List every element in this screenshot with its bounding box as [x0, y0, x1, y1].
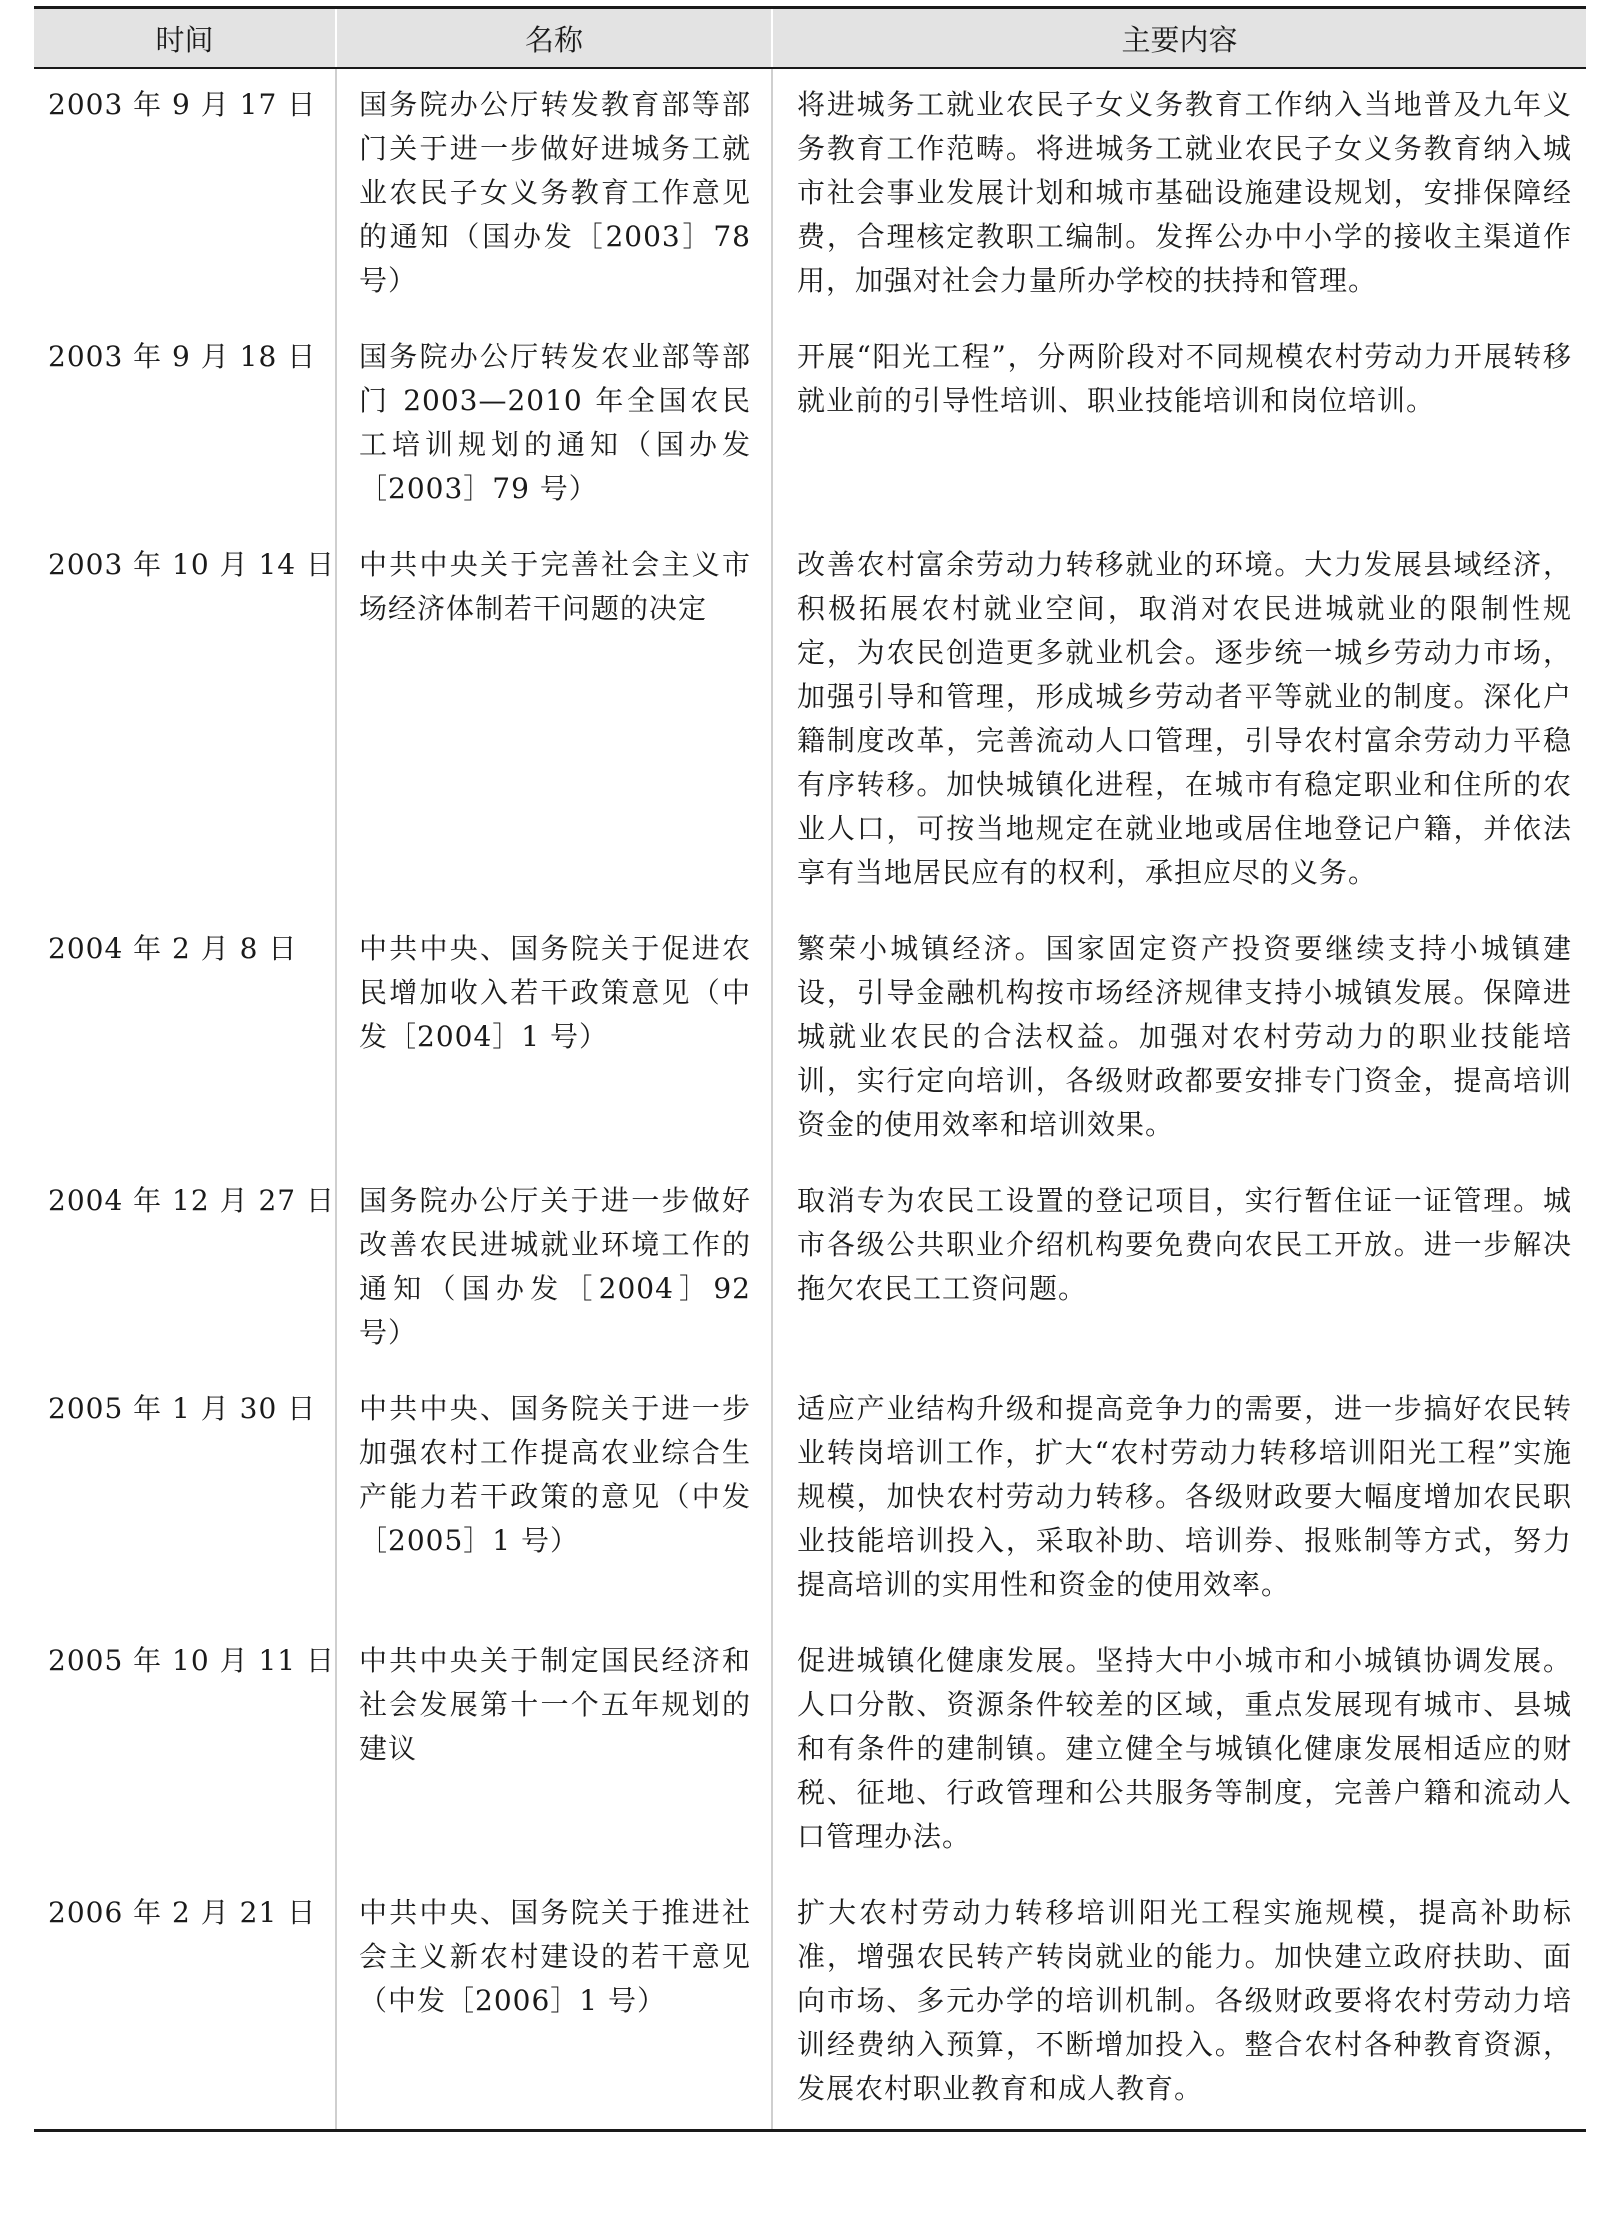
- header-date: 时间: [34, 8, 336, 69]
- table-row: [34, 913, 1586, 1165]
- row-name: 中共中央关于制定国民经济和社会发展第十一个五年规划的建议: [336, 1625, 772, 1877]
- row-date: 2005 年 10 月 11 日: [48, 1644, 336, 1677]
- row-name: 国务院办公厅关于进一步做好改善农民进城就业环境工作的通知（国办发［2004］92 号）: [336, 1165, 772, 1373]
- row-content: 取消专为农民工设置的登记项目，实行暂住证一证管理。城市各级公共职业介绍机构要免费向农民工开放。进一步解决拖欠农民工工资问题。: [772, 1165, 1586, 1373]
- row-date: 2003 年 9 月 17 日: [48, 88, 317, 121]
- row-name: 国务院办公厅转发教育部等部门关于进一步做好进城务工就业农民子女义务教育工作意见的通知（国办发［2003］78 号）: [336, 68, 772, 321]
- row-content: 改善农村富余劳动力转移就业的环境。大力发展县域经济，积极拓展农村就业空间，取消对农民进城就业的限制性规定，为农民创造更多就业机会。逐步统一城乡劳动力市场，加强引导和管理，形成城乡劳动者平等就业的制度。深化户籍制度改革，完善流动人口管理，引导农村富余劳动力平稳有序转移。加快城镇化进程，在城市有稳定职业和住所的农业人口，可按当地规定在就业地或居住地登记户籍，并依法享有当地居民应有的权利，承担应尽的义务。: [772, 529, 1586, 913]
- table-row: [34, 1373, 1586, 1625]
- policy-document: [34, 6, 1586, 2132]
- table-row: [34, 321, 1586, 529]
- table-row: [34, 68, 1586, 321]
- row-content: 将进城务工就业农民子女义务教育工作纳入当地普及九年义务教育工作范畴。将进城务工就业农民子女义务教育纳入城市社会事业发展计划和城市基础设施建设规划，安排保障经费，合理核定教职工编制。发挥公办中小学的接收主渠道作用，加强对社会力量所办学校的扶持和管理。: [772, 68, 1586, 321]
- row-content: 繁荣小城镇经济。国家固定资产投资要继续支持小城镇建设，引导金融机构按市场经济规律支持小城镇发展。保障进城就业农民的合法权益。加强对农村劳动力的职业技能培训，实行定向培训，各级财政都要安排专门资金，提高培训资金的使用效率和培训效果。: [772, 913, 1586, 1165]
- row-name: 中共中央、国务院关于促进农民增加收入若干政策意见（中发［2004］1 号）: [336, 913, 772, 1165]
- row-date: 2003 年 9 月 18 日: [48, 340, 317, 373]
- table-row: [34, 1165, 1586, 1373]
- row-content: 促进城镇化健康发展。坚持大中小城市和小城镇协调发展。人口分散、资源条件较差的区域，重点发展现有城市、县城和有条件的建制镇。建立健全与城镇化健康发展相适应的财税、征地、行政管理和公共服务等制度，完善户籍和流动人口管理办法。: [772, 1625, 1586, 1877]
- table-row: [34, 529, 1586, 913]
- policy-table: [34, 6, 1586, 2132]
- row-name: 中共中央、国务院关于推进社会主义新农村建设的若干意见（中发［2006］1 号）: [336, 1877, 772, 2131]
- header-content: 主要内容: [772, 8, 1586, 69]
- row-date: 2004 年 12 月 27 日: [48, 1184, 336, 1217]
- row-name: 中共中央、国务院关于进一步加强农村工作提高农业综合生产能力若干政策的意见（中发［2005］1 号）: [336, 1373, 772, 1625]
- table-header-row: [34, 8, 1586, 69]
- table-row: [34, 1877, 1586, 2131]
- row-name: 国务院办公厅转发农业部等部门 2003—2010 年全国农民工培训规划的通知（国办发［2003］79 号）: [336, 321, 772, 529]
- header-name: 名称: [336, 8, 772, 69]
- row-content: 扩大农村劳动力转移培训阳光工程实施规模，提高补助标准，增强农民转产转岗就业的能力。加快建立政府扶助、面向市场、多元办学的培训机制。各级财政要将农村劳动力培训经费纳入预算，不断增加投入。整合农村各种教育资源，发展农村职业教育和成人教育。: [772, 1877, 1586, 2131]
- row-content: 开展“阳光工程”，分两阶段对不同规模农村劳动力开展转移就业前的引导性培训、职业技能培训和岗位培训。: [772, 321, 1586, 529]
- row-date: 2005 年 1 月 30 日: [48, 1392, 317, 1425]
- row-date: 2004 年 2 月 8 日: [48, 932, 298, 965]
- row-name: 中共中央关于完善社会主义市场经济体制若干问题的决定: [336, 529, 772, 913]
- row-date: 2003 年 10 月 14 日: [48, 548, 336, 581]
- row-date: 2006 年 2 月 21 日: [34, 1877, 336, 2131]
- row-content: 适应产业结构升级和提高竞争力的需要，进一步搞好农民转业转岗培训工作，扩大“农村劳动力转移培训阳光工程”实施规模，加快农村劳动力转移。各级财政要大幅度增加农民职业技能培训投入，采取补助、培训券、报账制等方式，努力提高培训的实用性和资金的使用效率。: [772, 1373, 1586, 1625]
- table-row: [34, 1625, 1586, 1877]
